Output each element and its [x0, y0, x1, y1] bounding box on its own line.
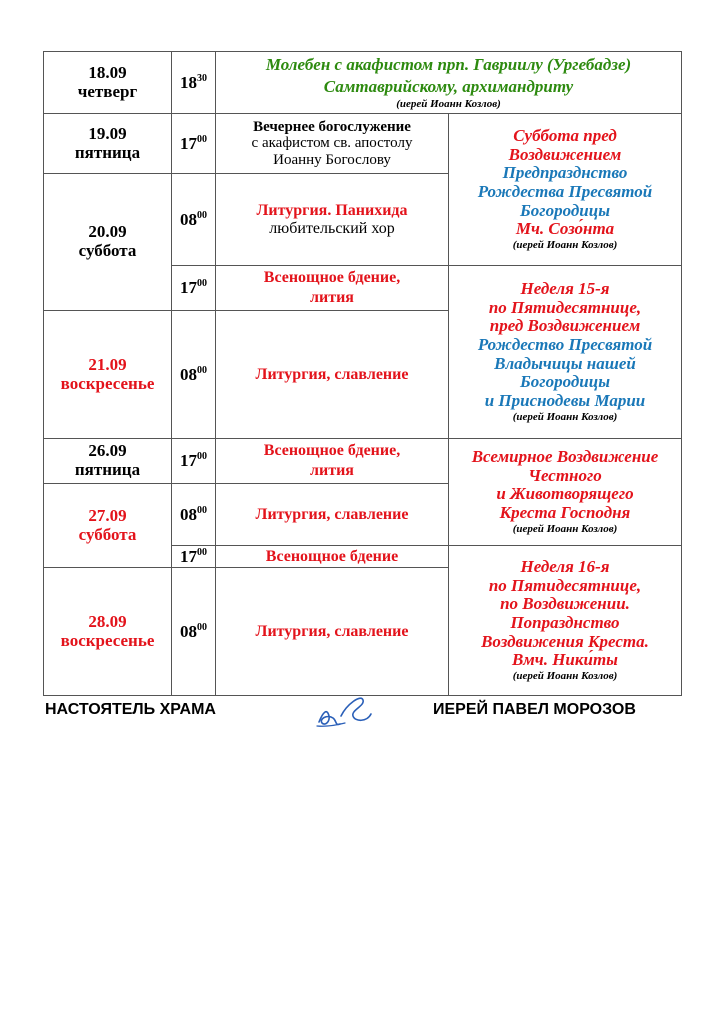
date: 18.09 — [88, 62, 127, 82]
feast-line: Суббота пред — [513, 125, 617, 145]
service-cell — [216, 114, 449, 174]
time-cell: $17^{00}$ — [172, 546, 216, 568]
feast-line: и Животворящего — [496, 484, 634, 504]
feast-line: Рождество Пресвятой — [477, 335, 653, 355]
feast-line: Креста Господня — [499, 503, 631, 523]
feast-line: пред Воздвижением — [489, 316, 641, 336]
weekday: пятница — [74, 460, 141, 479]
service-cell: Литургия, славление — [216, 484, 449, 546]
service-line: Иоанну Богослову — [273, 151, 391, 168]
weekday: суббота — [78, 241, 137, 260]
time-cell: $17^{00}$ — [172, 439, 216, 484]
feast-line: Владычицы нашей — [494, 353, 636, 373]
table-row — [44, 439, 682, 484]
time-cell: $08^{00}$ — [172, 568, 216, 696]
service-cell — [216, 439, 449, 484]
weekday: воскресенье — [60, 373, 155, 393]
feast-line: Неделя 15-я — [520, 279, 610, 298]
priest-note: (иерей Иоанн Козлов) — [512, 669, 618, 682]
feast-line: Богородицы — [520, 200, 610, 220]
table-row — [44, 114, 682, 174]
service-line: Молебен с акафистом прп. Гавриилу (Ургебадзе) — [265, 54, 632, 74]
date-cell — [44, 439, 172, 484]
service-title: Литургия. Панихида — [256, 201, 408, 219]
service-cell: Литургия, славление — [216, 311, 449, 439]
service-title: Вечернее богослужение — [253, 118, 411, 135]
time-cell: $08^{00}$ — [172, 174, 216, 266]
service-line: Самтаврийскому, архимандриту — [323, 76, 574, 96]
time-cell: $17^{00}$ — [172, 266, 216, 311]
time-cell: $08^{00}$ — [172, 311, 216, 439]
time-cell: $08^{00}$ — [172, 484, 216, 546]
date-cell — [44, 311, 172, 439]
date-cell — [44, 484, 172, 568]
feast-line: Вмч. Ники́ты — [512, 650, 618, 670]
feast-line: Воздвижения Креста. — [481, 631, 649, 651]
date: 19.09 — [88, 123, 127, 143]
feast-cell — [449, 266, 682, 439]
feast-line: и Приснодевы Марии — [484, 391, 646, 411]
service-line: Всенощное бдение, — [263, 442, 401, 459]
service-cell — [216, 266, 449, 311]
priest-note: (иерей Иоанн Козлов) — [512, 522, 618, 535]
service-line: с акафистом св. апостолу — [251, 135, 413, 152]
date: 28.09 — [88, 611, 127, 631]
schedule-table — [43, 51, 682, 696]
date-cell — [44, 52, 172, 114]
service-cell: Литургия, славление — [216, 568, 449, 696]
rector-title: НАСТОЯТЕЛЬ ХРАМА — [45, 701, 216, 718]
service-cell — [216, 52, 682, 114]
priest-note: (иерей Иоанн Козлов) — [396, 98, 501, 110]
date: 20.09 — [88, 222, 127, 242]
date-cell — [44, 114, 172, 174]
service-line: лития — [310, 289, 354, 306]
table-row — [44, 52, 682, 114]
service-cell — [216, 174, 449, 266]
feast-line: по Пятидесятнице, — [488, 297, 642, 317]
date-cell — [44, 174, 172, 311]
weekday: воскресенье — [60, 630, 155, 650]
service-cell: Всенощное бдение — [216, 546, 449, 568]
feast-line: по Воздвижении. — [500, 594, 630, 614]
priest-note: (иерей Иоанн Козлов) — [512, 410, 618, 423]
feast-line: Богородицы — [520, 372, 610, 392]
choir-note: любительский хор — [269, 219, 395, 237]
date: 21.09 — [88, 354, 127, 374]
feast-line: Предпразднство — [502, 163, 628, 183]
feast-cell — [449, 439, 682, 546]
priest-note: (иерей Иоанн Козлов) — [512, 238, 618, 251]
feast-line: Всемирное Воздвижение — [471, 447, 659, 467]
feast-line: Попразднство — [510, 612, 620, 632]
date-cell — [44, 568, 172, 696]
feast-cell — [449, 546, 682, 696]
time-cell: $17^{00}$ — [172, 114, 216, 174]
service-line: лития — [310, 462, 354, 479]
weekday: суббота — [78, 524, 137, 544]
weekday: пятница — [74, 142, 141, 162]
service-line: Всенощное бдение, — [263, 269, 401, 286]
feast-line: Рождества Пресвятой — [477, 181, 653, 201]
feast-line: Неделя 16-я — [520, 556, 610, 576]
signature — [313, 686, 375, 730]
feast-line: Мч. Созо́нта — [515, 219, 615, 239]
date: 26.09 — [88, 441, 127, 461]
feast-line: по Пятидесятнице, — [488, 575, 642, 595]
weekday: четверг — [77, 81, 138, 101]
time-cell: $18^{30}$ — [172, 52, 216, 114]
feast-line: Воздвижением — [508, 144, 622, 164]
priest-signature-name: ИЕРЕЙ ПАВЕЛ МОРОЗОВ — [433, 701, 636, 718]
date: 27.09 — [88, 505, 127, 525]
feast-line: Честного — [528, 465, 602, 485]
feast-cell — [449, 114, 682, 266]
